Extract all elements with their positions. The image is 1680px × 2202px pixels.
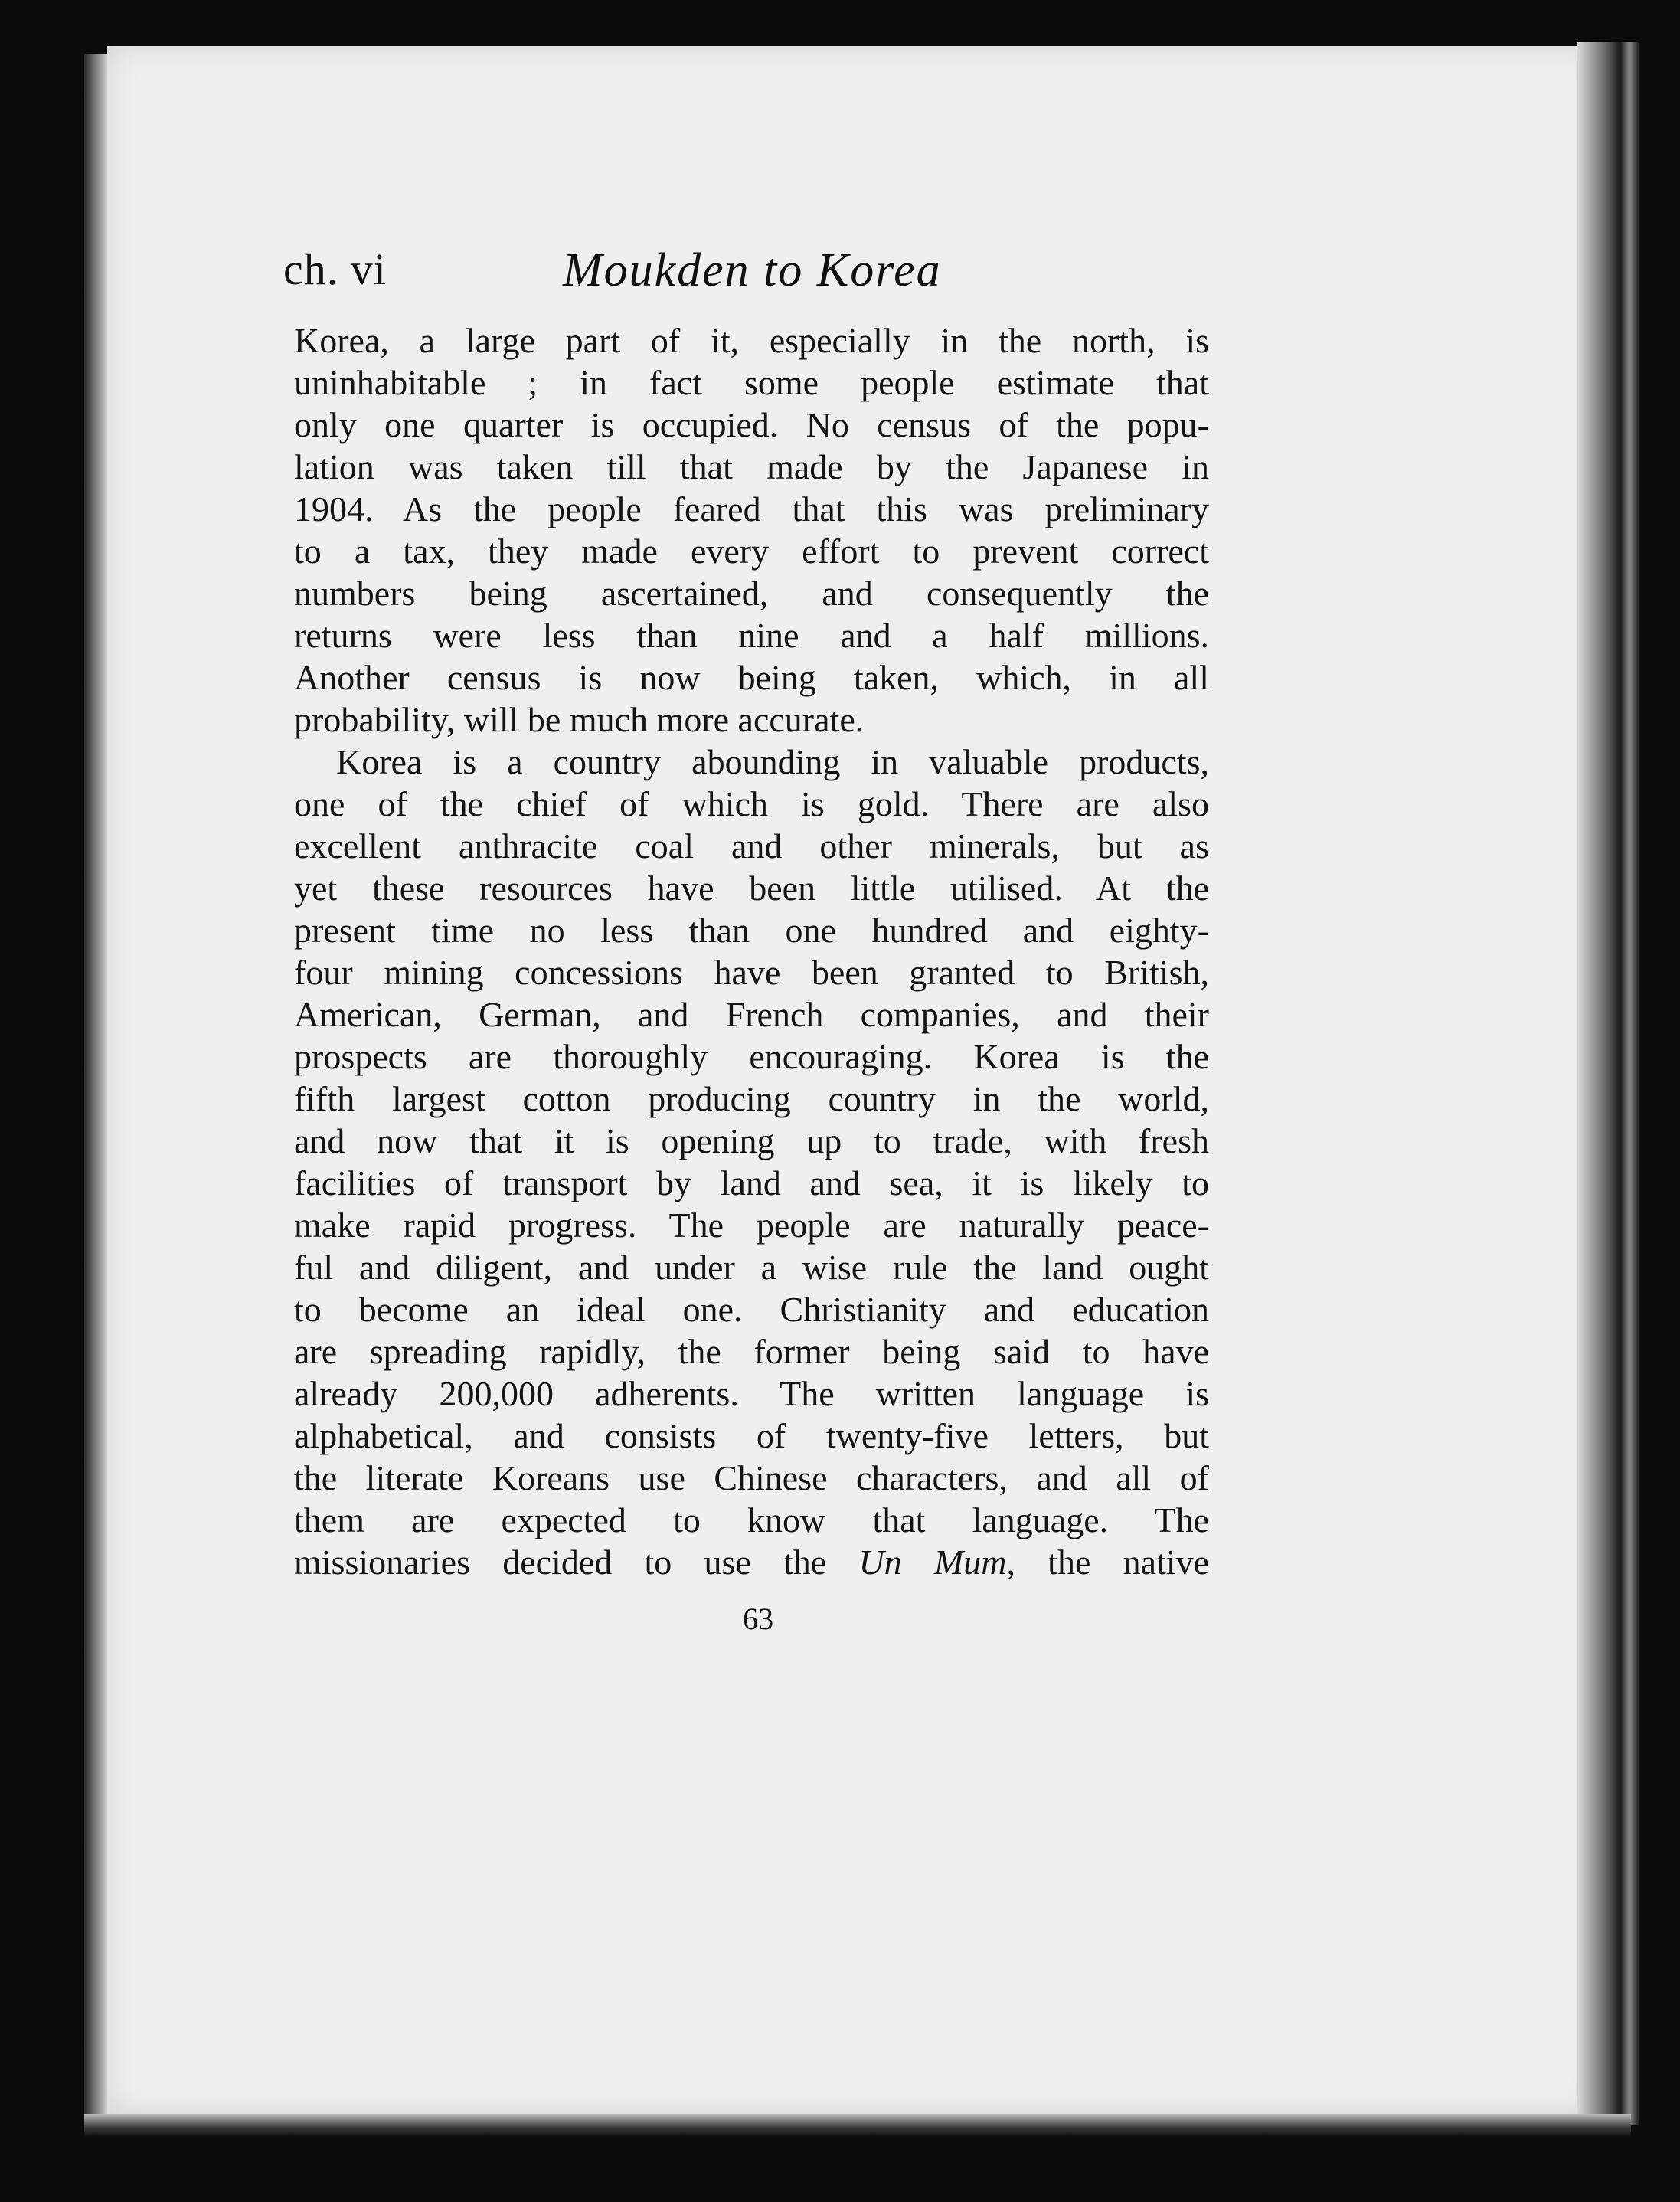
text-line: yet these resources have been little utilised. At the xyxy=(294,869,1209,908)
text-line: prospects are thoroughly encouraging. Korea is the xyxy=(294,1037,1209,1076)
text-line: already 200,000 adherents. The written language is xyxy=(294,1374,1209,1413)
text-line: missionaries decided to use the Un Mum, the native xyxy=(294,1543,1209,1582)
text-line: and now that it is opening up to trade, with fresh xyxy=(294,1121,1209,1160)
page-number: 63 xyxy=(743,1602,773,1636)
text-line: make rapid progress. The people are naturally peace- xyxy=(294,1206,1209,1245)
bottom-page-edge xyxy=(84,2114,1631,2137)
text-line: them are expected to know that language. The xyxy=(294,1500,1209,1539)
text-line: alphabetical, and consists of twenty-five letters, but xyxy=(294,1416,1209,1455)
running-title: Moukden to Korea xyxy=(563,244,942,296)
text-line: numbers being ascertained, and consequently the xyxy=(294,574,1209,613)
text-line: fifth largest cotton producing country in the world, xyxy=(294,1079,1209,1118)
text-line: only one quarter is occupied. No census of the popu- xyxy=(294,405,1209,444)
text-line: to become an ideal one. Christianity and education xyxy=(294,1290,1209,1329)
text-line: present time no less than one hundred and eighty- xyxy=(294,911,1209,950)
right-page-edge xyxy=(1577,42,1639,2125)
text-line: four mining concessions have been granted to British, xyxy=(294,953,1209,992)
text-line: the literate Koreans use Chinese characters, and all of xyxy=(294,1458,1209,1497)
text-line: Korea is a country abounding in valuable products, xyxy=(336,742,1209,781)
text-line: are spreading rapidly, the former being said to have xyxy=(294,1332,1209,1371)
text-line: excellent anthracite coal and other minerals, but as xyxy=(294,826,1209,865)
text-line: Korea, a large part of it, especially in the north, is xyxy=(294,321,1209,360)
text-line: ful and diligent, and under a wise rule the land ought xyxy=(294,1248,1209,1287)
body-text xyxy=(294,319,1209,1583)
running-head xyxy=(283,244,1202,312)
text-line: 1904. As the people feared that this was preliminary xyxy=(294,489,1209,528)
text-line: to a tax, they made every effort to prevent correct xyxy=(294,532,1209,571)
text-line: facilities of transport by land and sea, it is likely to xyxy=(294,1163,1209,1202)
paragraph xyxy=(294,741,1209,1583)
text-line: uninhabitable ; in fact some people estimate that xyxy=(294,363,1209,402)
text-line: one of the chief of which is gold. There are also xyxy=(294,784,1209,823)
text-line: returns were less than nine and a half millions. xyxy=(294,616,1209,655)
text-line: lation was taken till that made by the Japanese in xyxy=(294,447,1209,486)
paragraph xyxy=(294,319,1209,741)
text-line: probability, will be much more accurate. xyxy=(294,700,865,739)
text-line: Another census is now being taken, which, in all xyxy=(294,658,1209,697)
chapter-label: ch. vi xyxy=(283,244,387,294)
text-line: American, German, and French companies, and their xyxy=(294,995,1209,1034)
